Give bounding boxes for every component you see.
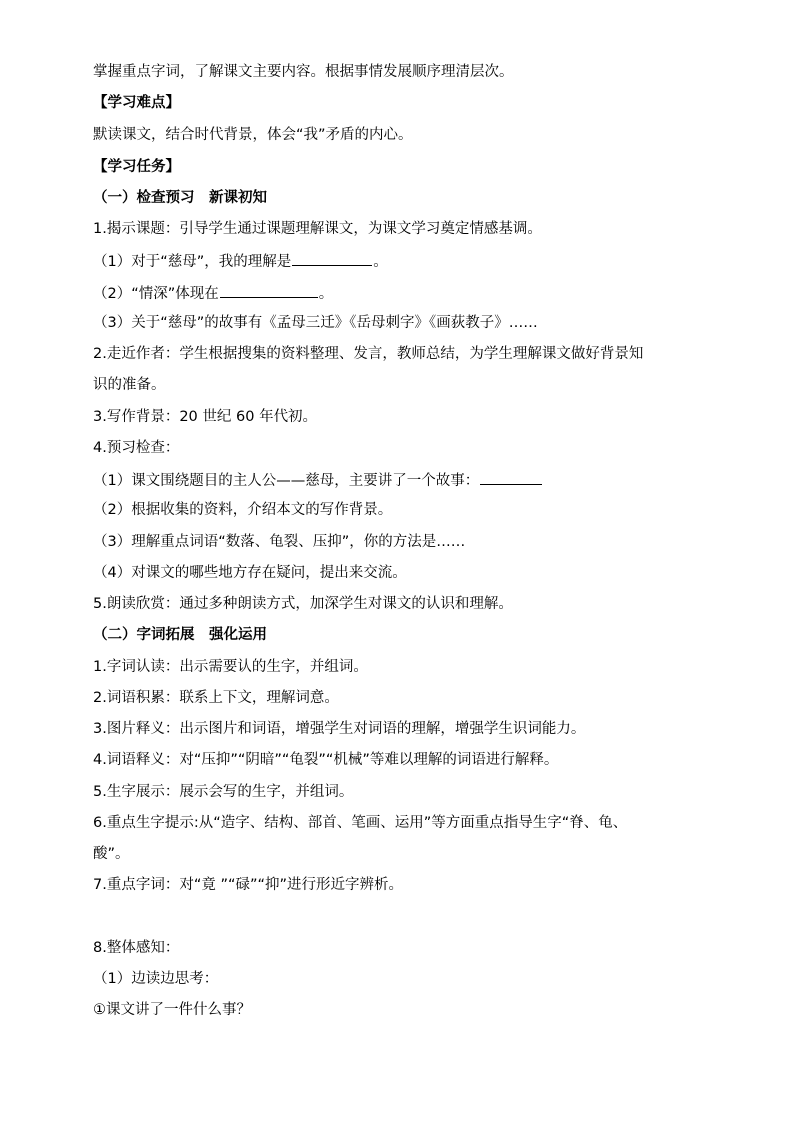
step-1: 1.字词认读：出示需要认的生字，并组词。 xyxy=(93,659,368,675)
task-1-item-1 xyxy=(93,250,388,272)
task-2-line-2: 识的准备。 xyxy=(93,377,166,393)
step-8-question-1: ①课文讲了一件什么事？ xyxy=(93,1002,251,1018)
task-1-item-3: （3）关于“慈母”的故事有《孟母三迁》《岳母刺字》《画荻教子》…… xyxy=(93,315,538,331)
paragraph-key-words: 掌握重点字词，了解课文主要内容。根据事情发展顺序理清层次。 xyxy=(93,64,514,80)
step-6-line-2: 酸”。 xyxy=(93,846,130,862)
task-1-item-2-end: 。 xyxy=(318,286,334,302)
fill-in-blank xyxy=(480,469,542,485)
step-5: 5.生字展示：展示会写的生字，并组词。 xyxy=(93,784,354,800)
task-4-item-3: （3）理解重点词语“数落、龟裂、压抑”，你的方法是…… xyxy=(93,534,466,550)
task-4-item-4: （4）对课文的哪些地方存在疑问，提出来交流。 xyxy=(93,565,407,581)
task-5: 5.朗读欣赏：通过多种朗读方式，加深学生对课文的认识和理解。 xyxy=(93,596,513,612)
fill-in-blank xyxy=(292,250,372,266)
step-4: 4.词语释义：对“压抑”“阴暗”“龟裂”“机械”等难以理解的词语进行解释。 xyxy=(93,752,559,768)
step-6-line-1: 6.重点生字提示:从“造字、结构、部首、笔画、运用”等方面重点指导生字“脊、龟、 xyxy=(93,815,628,831)
step-3: 3.图片释义：出示图片和词语，增强学生对词语的理解，增强学生识词能力。 xyxy=(93,721,586,737)
step-2: 2.词语积累：联系上下文，理解词意。 xyxy=(93,690,339,706)
heading-learning-difficulty: 【学习难点】 xyxy=(93,95,180,111)
fill-in-blank xyxy=(220,282,318,298)
task-1-item-2-text: （2）“情深”体现在 xyxy=(93,286,219,302)
task-1-item-1-text: （1）对于“慈母”，我的理解是 xyxy=(93,254,292,270)
task-4-item-1-text: （1）课文围绕题目的主人公——慈母，主要讲了一个故事： xyxy=(93,473,480,489)
section-heading-2: （二）字词拓展 强化运用 xyxy=(93,627,267,643)
task-2-line-1: 2.走近作者：学生根据搜集的资料整理、发言，教师总结，为学生理解课文做好背景知 xyxy=(93,346,644,362)
task-1-item-2 xyxy=(93,282,333,304)
task-4-item-2: （2）根据收集的资料，介绍本文的写作背景。 xyxy=(93,502,393,518)
paragraph-difficulty: 默读课文，结合时代背景，体会“我”矛盾的内心。 xyxy=(93,127,413,143)
task-1-item-1-end: 。 xyxy=(373,254,388,270)
task-4-item-1 xyxy=(93,469,543,491)
task-4: 4.预习检查： xyxy=(93,440,180,456)
task-1: 1.揭示课题：引导学生通过课题理解课文，为课文学习奠定情感基调。 xyxy=(93,221,542,237)
task-3: 3.写作背景：20 世纪 60 年代初。 xyxy=(93,409,318,425)
step-7: 7.重点字词：对“竟 ”“碌”“抑”进行形近字辨析。 xyxy=(93,877,404,893)
step-8-item-1: （1）边读边思考： xyxy=(93,971,219,987)
step-8: 8.整体感知： xyxy=(93,940,180,956)
section-heading-1: （一）检查预习 新课初知 xyxy=(93,190,267,206)
heading-learning-tasks: 【学习任务】 xyxy=(93,159,180,175)
